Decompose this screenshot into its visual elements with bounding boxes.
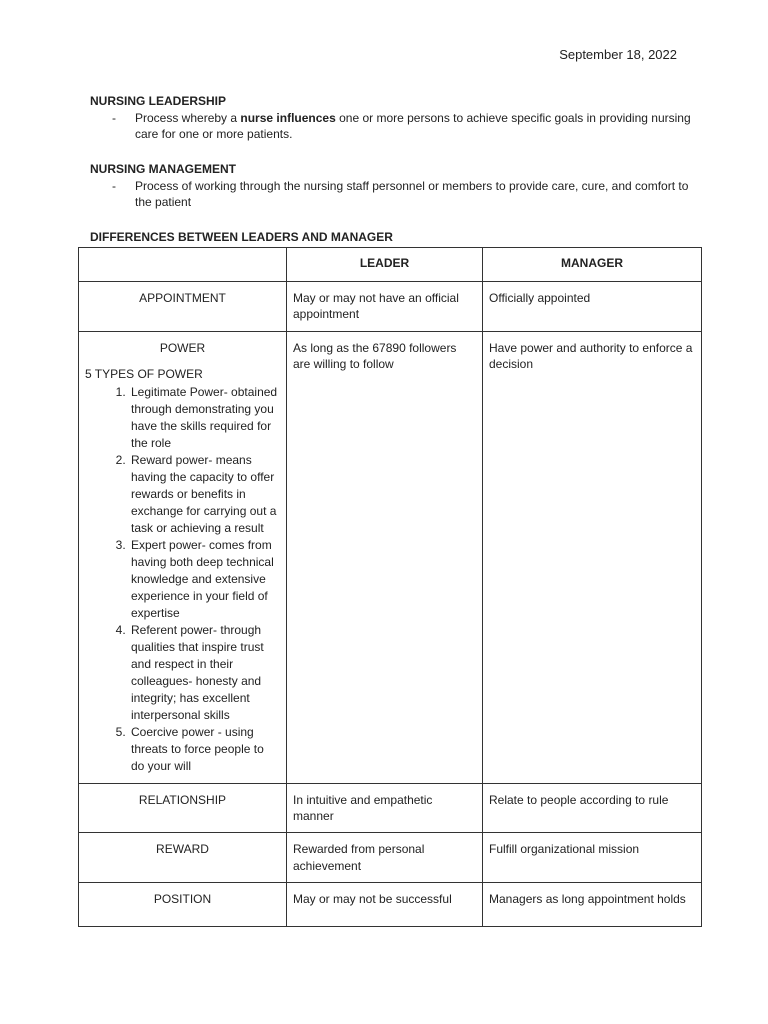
table-row — [79, 882, 702, 926]
leader-reward: Rewarded from personal achievement — [287, 833, 483, 882]
leadership-definition — [112, 110, 692, 142]
leadership-definition-text: Process whereby a nurse influences one or more persons to achieve specific goals in providing nursing care for one or more patients. — [135, 111, 691, 142]
leader-relationship: In intuitive and empathetic manner — [287, 783, 483, 832]
table-header-row — [79, 248, 702, 282]
management-definition-text: Process of working through the nursing staff personnel or members to provide care, cure, and comfort to the patient — [135, 179, 689, 210]
bullet-dash: - — [112, 179, 116, 193]
manager-power: Have power and authority to enforce a decision — [483, 331, 702, 783]
leader-position: May or may not be successful — [287, 882, 483, 926]
table-row — [79, 783, 702, 832]
manager-relationship: Relate to people according to rule — [483, 783, 702, 832]
manager-reward: Fulfill organizational mission — [483, 833, 702, 882]
leader-appointment: May or may not have an official appointment — [287, 282, 483, 331]
row-label-power: POWER — [159, 340, 206, 355]
leader-power: As long as the 67890 followers are willing to follow — [287, 331, 483, 783]
power-type-item: 5. Coercive power - using threats to force people to do your will — [129, 724, 280, 775]
row-label-position: POSITION — [79, 882, 287, 926]
manager-appointment: Officially appointed — [483, 282, 702, 331]
manager-position: Managers as long appointment holds — [483, 882, 702, 926]
management-definition — [112, 178, 692, 210]
power-type-item: 1. Legitimate Power- obtained through demonstrating you have the skills required for the role — [129, 384, 280, 452]
document-date: September 18, 2022 — [559, 47, 677, 62]
row-label-appointment: APPOINTMENT — [79, 282, 287, 331]
power-type-item: 4. Referent power- through qualities that inspire trust and respect in their colleagues- honesty and integrity; has excellent interpersonal skills — [129, 622, 280, 724]
power-type-item: 3. Expert power- comes from having both deep technical knowledge and extensive experience in your field of expertise — [129, 537, 280, 622]
row-label-power-cell — [79, 331, 287, 783]
header-empty-cell — [79, 248, 287, 282]
table-row — [79, 282, 702, 331]
power-types-list — [85, 384, 280, 775]
header-manager: MANAGER — [483, 248, 702, 282]
power-types-title: 5 TYPES OF POWER — [85, 366, 203, 381]
bullet-dash: - — [112, 111, 116, 125]
table-row — [79, 833, 702, 882]
leadership-heading: NURSING LEADERSHIP — [90, 94, 227, 108]
power-type-item: 2. Reward power- means having the capacity to offer rewards or benefits in exchange for carrying out a task or achieving a result — [129, 452, 280, 537]
row-label-reward: REWARD — [79, 833, 287, 882]
table-row — [79, 331, 702, 783]
differences-table — [78, 247, 702, 927]
row-label-relationship: RELATIONSHIP — [79, 783, 287, 832]
differences-heading: DIFFERENCES BETWEEN LEADERS AND MANAGER — [90, 230, 393, 244]
header-leader: LEADER — [287, 248, 483, 282]
management-heading: NURSING MANAGEMENT — [90, 162, 236, 176]
